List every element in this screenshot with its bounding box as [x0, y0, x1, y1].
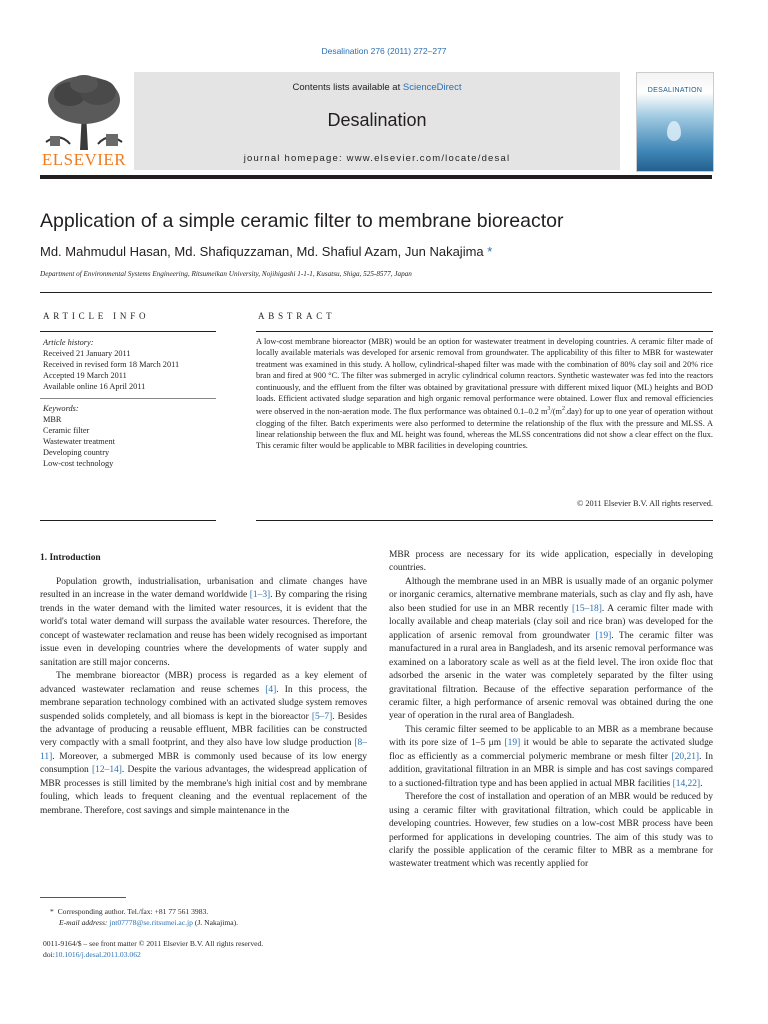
text-run: . Besides the advantage of producing a reusable effluent, MBR facilities can be constructed very compactly with a small footprint, and they also have low sludge production [40, 711, 367, 749]
text-run: Although the membrane used in an MBR is usually made of an organic polymer or inorganic ceramics, alternative membrane materials, such as clay and fly ash, have also been studied for use in an MBR recently [389, 576, 713, 614]
corresponding-text: Corresponding author. Tel./fax: +81 77 561 3983. [57, 907, 209, 916]
abstract-part: .day) for up to one year of operation without clogging of the filter. Batch experiments were also performed to determine the relationship of the flux with the pressure and MLSS. A linear relationship between the flux and ML height was found, whereas the MLSS concentrations did not show a clear effect on the flux. This ceramic filter would be applicable to MBR facilities in developing countries. [256, 407, 713, 451]
history-item: Received 21 January 2011 [43, 349, 131, 358]
abstract-bottom-rule [256, 520, 713, 521]
article-info-heading: ARTICLE INFO [43, 311, 150, 321]
email-suffix: (J. Nakajima). [194, 917, 239, 927]
citation-link[interactable]: [19] [595, 630, 612, 641]
contents-prefix: Contents lists available at [292, 82, 403, 93]
author-list [40, 244, 492, 259]
history-item: Accepted 19 March 2011 [43, 371, 127, 380]
title-divider [40, 292, 712, 293]
abstract-part: A low-cost membrane bioreactor (MBR) would be an option for wastewater treatment in developing countries. A ceramic filter made of locally available materials was developed for arsenic removal from groundwater. The applicability of this filter to MBR for wastewater treatment was examined in this study. A hollow, cylindrical-shaped filter was made with the combination of 80% clay soil and 20% rice bran and fired at 900 °C. The filter was submerged in acrylic cylindrical column reactors. Synthetic wastewater was fed into the reactors continuously, and the effluent from the filter was obtained by gravitational pressure with different mixed liquor (ML) heights and BOD loads. Efficient activated sludge separation and high organic removal performance were obtained. Lower flux and removal efficiencies were observed in the non-aeration mode. The flux performance was obtained 0.1–0.2 m [256, 337, 713, 417]
text-run: Population growth, industrialisation, urbanisation and climate changes have resulted in an increase in the water demand worldwide [40, 577, 367, 601]
keyword: Wastewater treatment [43, 437, 115, 446]
header-divider [40, 175, 712, 179]
keywords-block [43, 403, 219, 469]
abstract-part: /(m [550, 407, 562, 417]
keyword: Low-cost technology [43, 459, 114, 468]
abstract-sup: 3 [547, 406, 551, 413]
issn-text: 0011-9164/$ – see front matter © 2011 Elsevier B.V. All rights reserved. [43, 939, 264, 948]
email-link[interactable]: jnt07778@se.ritsumei.ac.jp [109, 917, 193, 927]
keywords-rule [40, 398, 216, 399]
citation-link[interactable]: [12–14] [92, 765, 122, 776]
citation-link[interactable]: [15–18] [572, 603, 602, 614]
abstract-rule [256, 331, 713, 332]
text-run: This ceramic filter seemed to be applicable to an MBR as a membrane because with its pore size of 1–5 μm [389, 724, 713, 749]
text-run: . Despite the various advantages, the widespread application of MBR processes is still limited by the membrane's high initial cost and by membrane fouling, which leads to frequent cleaning and the eventual replacement of the membrane. Therefore, cost savings and simple maintenance in the [40, 765, 367, 816]
paragraph [40, 670, 367, 818]
history-item: Received in revised form 18 March 2011 [43, 360, 180, 369]
authors-text: Md. Mahmudul Hasan, Md. Shafiquzzaman, Md. Shafiul Azam, Jun Nakajima [40, 244, 484, 259]
contents-line [134, 82, 620, 93]
keywords-label: Keywords: [43, 404, 79, 413]
citation-link[interactable]: [20,21] [671, 751, 700, 762]
water-drop-icon [667, 121, 681, 141]
left-column [40, 576, 367, 818]
citation-link[interactable]: [1–3] [249, 590, 271, 601]
keyword: MBR [43, 415, 62, 424]
paragraph [389, 576, 713, 724]
paragraph [389, 549, 713, 576]
issn-footnote [43, 939, 373, 960]
journal-cover-image [636, 72, 714, 172]
abstract-heading: ABSTRACT [258, 311, 336, 321]
abstract-sup: 2 [561, 406, 565, 413]
section-heading-introduction: 1. Introduction [40, 553, 101, 563]
text-run: MBR process are necessary for its wide application, especially in developing countries. [389, 550, 713, 574]
journal-homepage [134, 153, 620, 164]
keyword: Developing country [43, 448, 110, 457]
keyword: Ceramic filter [43, 426, 90, 435]
article-info-rule [40, 331, 216, 332]
affiliation: Department of Environmental Systems Engineering, Ritsumeikan University, Nojihigashi 1-1-1, Kusatsu, Shiga, 525-8577, Japan [40, 270, 412, 278]
journal-name: Desalination [327, 110, 427, 130]
paragraph [389, 724, 713, 791]
corresponding-footnote [50, 907, 367, 928]
article-title: Application of a simple ceramic filter to membrane bioreactor [40, 210, 564, 232]
citation-link[interactable]: [4] [265, 684, 277, 695]
right-column [389, 549, 713, 872]
text-run: . The ceramic filter was manufactured in a rural area in Bangladesh, and its arsenic removal performance was examined on a laboratory scale as well as at the field level. The iron oxide floc that adsorbed the arsenic in the water was completely separated by the filter using gravitational filtration. Because of the effective separation performance of the ceramic filter, a high performance of arsenic removal was obtained during the one year of operation in the rural area of Bangladesh. [389, 630, 713, 722]
paragraph [389, 791, 713, 872]
sciencedirect-link[interactable]: ScienceDirect [402, 82, 462, 93]
paragraph [40, 576, 367, 670]
citation-link[interactable]: [8–11] [40, 738, 367, 762]
citation-link[interactable]: [14,22] [672, 778, 701, 789]
text-run: Therefore the cost of installation and operation of an MBR would be reduced by using a ceramic filter with gravitational filtration, which could be applicable in developing countries. However, few studies on a low-cost MBR process have been performed for applications in developing countries. The aim of this study was to clarify the possible application of the ceramic filter to MBR as a membrane for wastewater treatment which was recently applied for [389, 792, 713, 870]
abstract-text [256, 336, 713, 452]
article-info-bottom-rule [40, 520, 216, 521]
elsevier-wordmark: ELSEVIER [41, 150, 127, 169]
text-run: . In this process, the membrane separation technology combined with an activated sludge system removes suspended solids completely, and all biomass is kept in the bioreactor [40, 684, 367, 722]
text-run: The membrane bioreactor (MBR) process is regarded as a key element of advanced wastewater reclamation and reuse schemes [40, 671, 367, 695]
citation-link[interactable]: [19] [504, 738, 521, 749]
doi-label: doi: [43, 949, 55, 959]
doi-link[interactable]: 10.1016/j.desal.2011.03.062 [54, 949, 141, 959]
text-run: . In addition, gravitational filtration in an MBR is simple and has cost savings compared to a suctioned-filtration type and has been applied in actual MBR facilities [389, 751, 713, 789]
text-run: it would be able to separate the activated sludge floc as efficiently as a commercial polymeric membrane or mesh filter [389, 738, 713, 762]
history-label: Article history: [43, 338, 94, 347]
corresponding-author-marker[interactable]: * [487, 244, 493, 259]
footnote-marker: * [50, 907, 54, 916]
text-run: . By comparing the rising trends in the water demand with the limited water resources, it is evident that the world's total water demand will surpass the available water resources. Therefore, the concept of wastewater reclamation and reuse has been widely recognised as important issue even in developing countries where the developments of water supply and sanitation are still major concerns. [40, 590, 367, 668]
text-run: . Moreover, a submerged MBR is commonly used because of its low energy consumption [40, 751, 367, 776]
history-item: Available online 16 April 2011 [43, 382, 146, 391]
abstract-copyright: © 2011 Elsevier B.V. All rights reserved. [576, 499, 713, 508]
cover-title: DESALINATION [647, 87, 703, 94]
text-run: . A ceramic filter made with locally available and cheap materials (clay soil and rice bran) was developed for the application of arsenic removal from groundwater [389, 603, 713, 641]
article-history [43, 337, 219, 392]
homepage-link[interactable]: www.elsevier.com/locate/desal [346, 153, 511, 164]
homepage-prefix: journal homepage: [243, 153, 347, 164]
footnote-rule [40, 897, 126, 898]
journal-citation[interactable]: Desalination 276 (2011) 272–277 [321, 46, 447, 56]
citation-link[interactable]: [5–7] [311, 711, 333, 722]
text-run: . [700, 778, 703, 789]
email-label: E-mail address: [59, 917, 108, 927]
